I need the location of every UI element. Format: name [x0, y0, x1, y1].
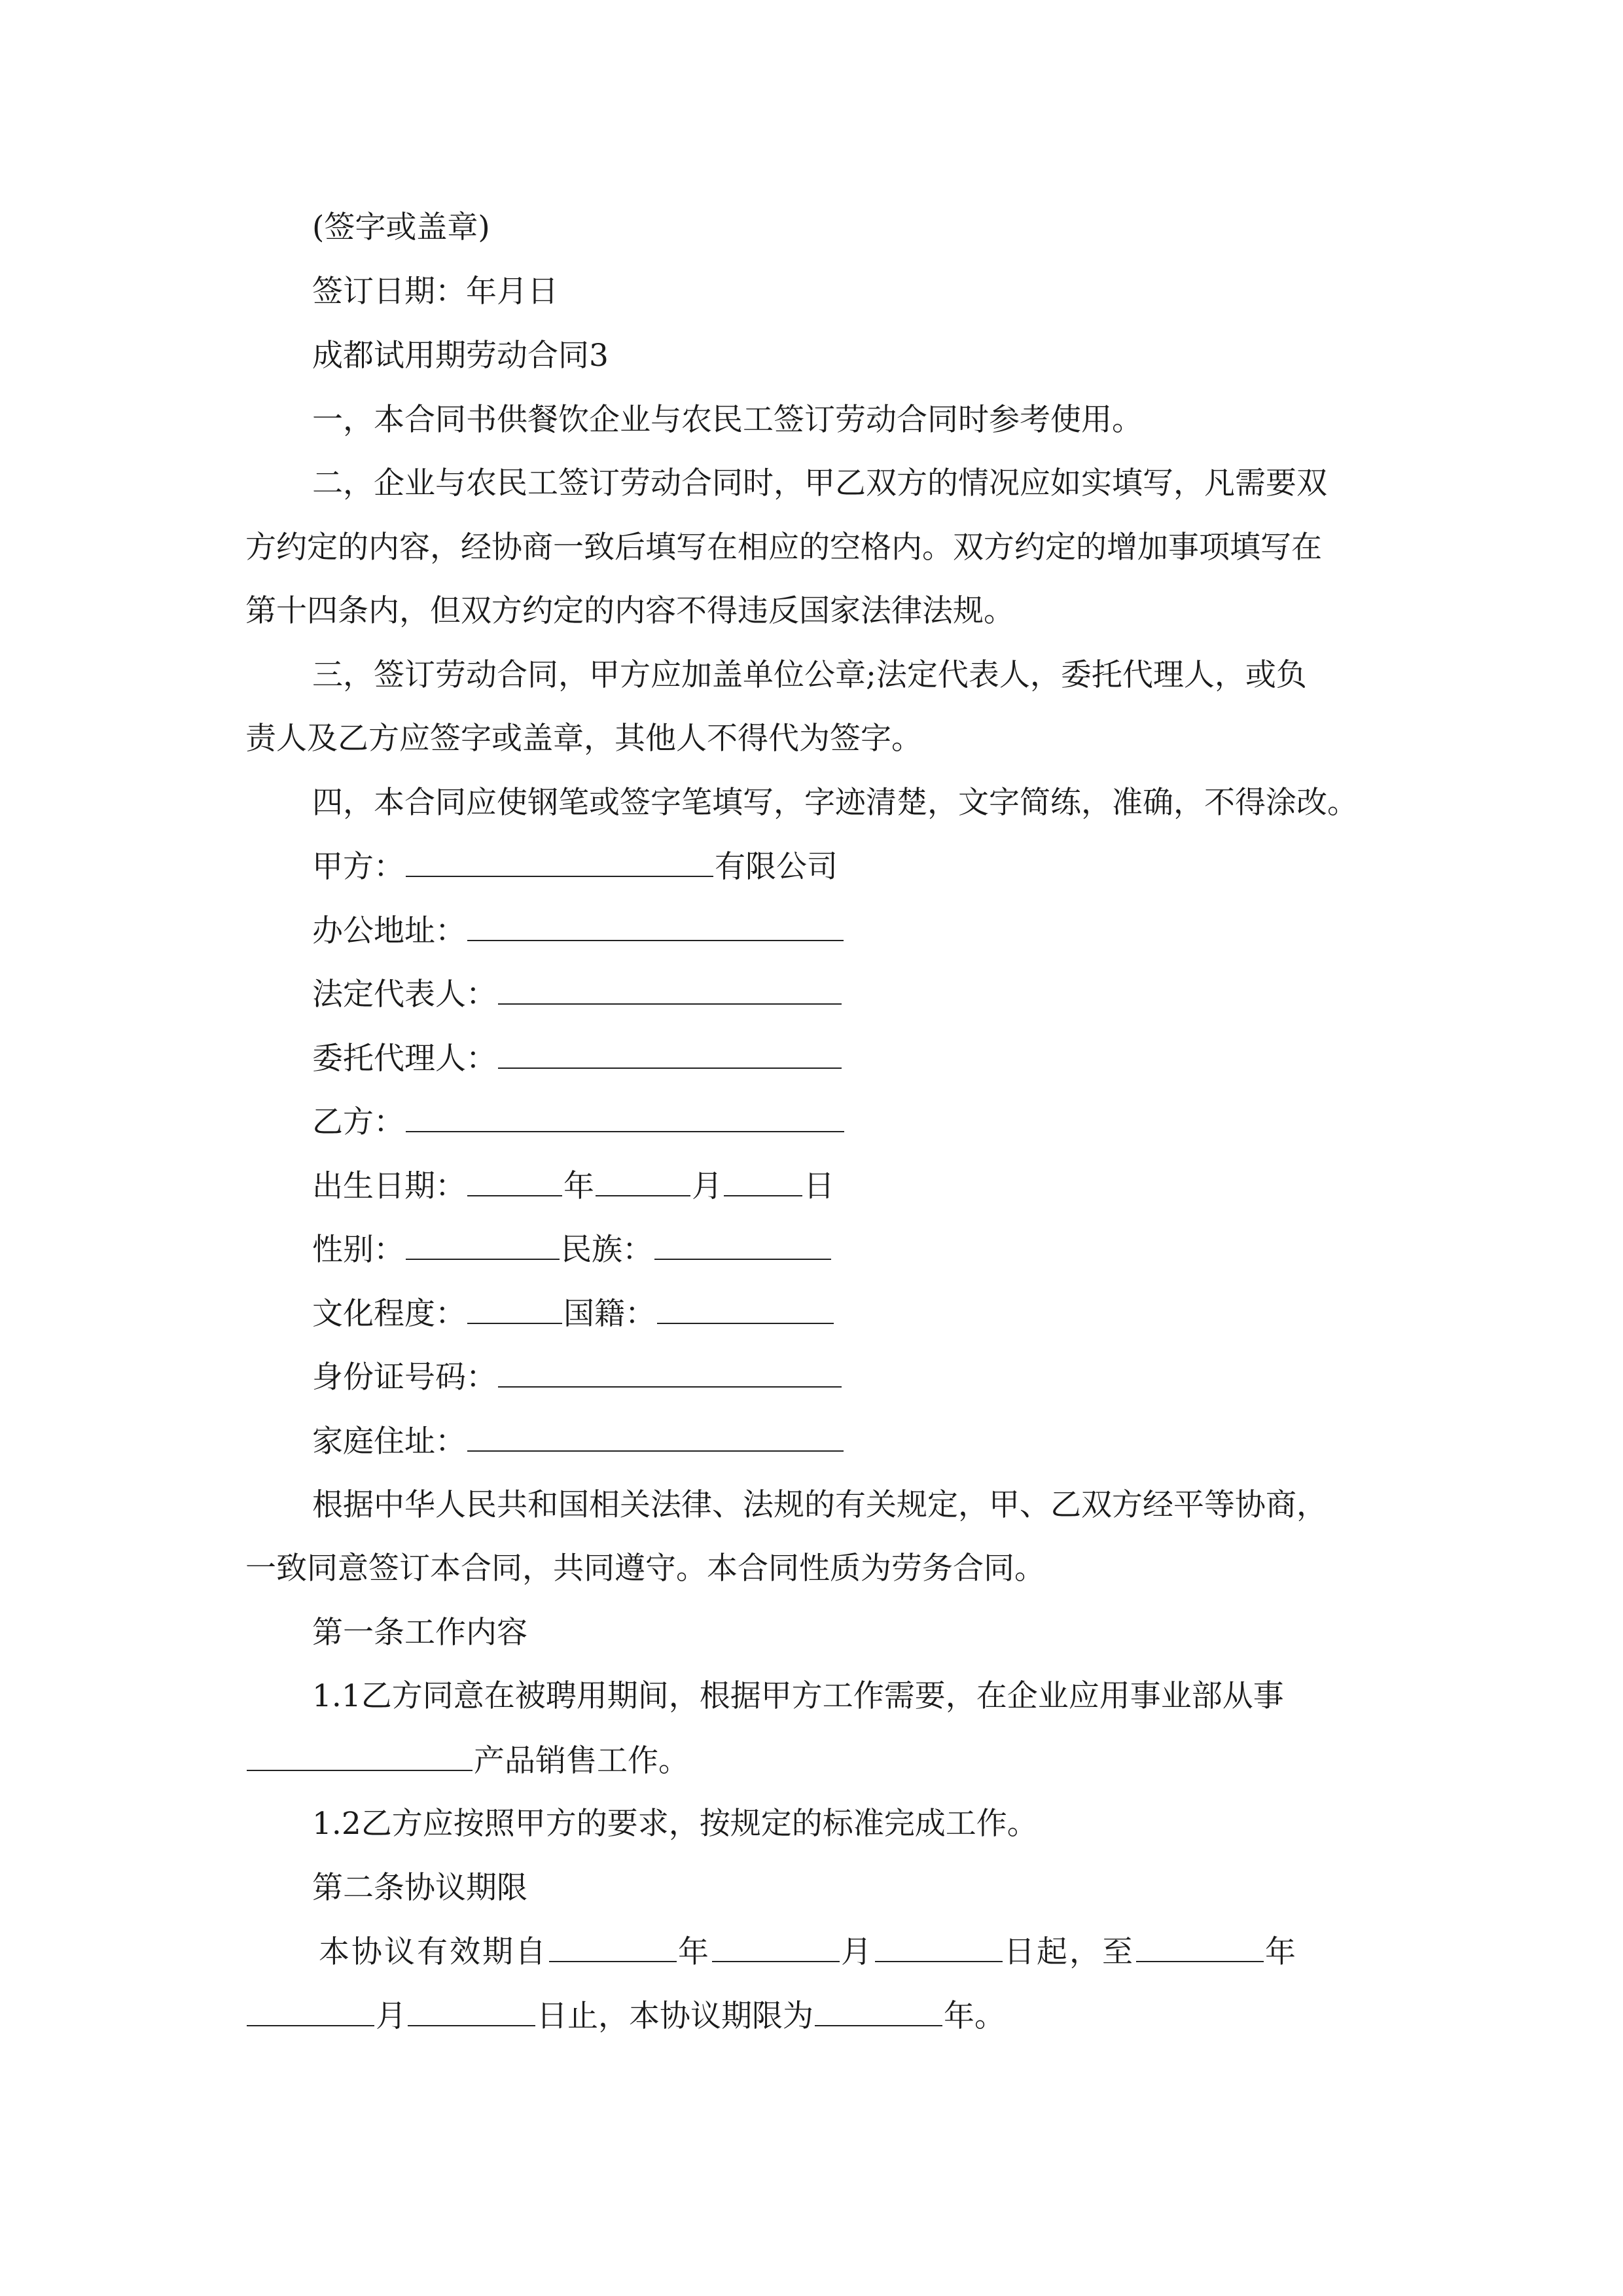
party-b-row	[0, 1102, 1623, 1141]
day-until-label: 日止，本协议期限为	[537, 1998, 813, 2034]
start-day-blank[interactable]	[875, 1932, 1003, 1962]
end-year-blank[interactable]	[1136, 1932, 1264, 1962]
party-a-blank[interactable]	[406, 847, 713, 877]
birth-month-blank[interactable]	[596, 1166, 690, 1196]
end-month-blank[interactable]	[247, 1996, 374, 2026]
party-a-suffix: 有限公司	[715, 849, 838, 885]
birth-day-blank[interactable]	[724, 1166, 802, 1196]
term-year-label: 年。	[944, 1998, 1005, 2034]
product-blank[interactable]	[247, 1741, 473, 1771]
note-3-line-2: 责人及乙方应签字或盖章，其他人不得代为签字。	[245, 721, 922, 757]
day-from-label: 日起，至	[1004, 1934, 1135, 1970]
education-row	[0, 1294, 1623, 1333]
id-number-label: 身份证号码：	[312, 1359, 497, 1395]
note-3-line-1: 三，签订劳动合同，甲方应加盖单位公章;法定代表人，委托代理人，或负	[312, 657, 1307, 693]
birth-date-label: 出生日期：	[312, 1168, 466, 1204]
start-month-blank[interactable]	[712, 1932, 840, 1962]
note-4: 四，本合同应使钢笔或签字笔填写，字迹清楚，文字简练，准确，不得涂改。	[312, 785, 1358, 821]
birth-year-label: 年	[563, 1168, 594, 1204]
birth-month-label: 月	[692, 1168, 722, 1204]
note-2-line-1: 二，企业与农民工签订劳动合同时，甲乙双方的情况应如实填写，凡需要双	[312, 465, 1327, 501]
home-address-label: 家庭住址：	[312, 1424, 466, 1460]
office-address-blank[interactable]	[467, 911, 844, 941]
education-blank[interactable]	[467, 1294, 562, 1324]
party-b-label: 乙方：	[312, 1104, 404, 1140]
sign-date: 签订日期：年月日	[312, 274, 558, 310]
preamble-line-2: 一致同意签订本合同，共同遵守。本合同性质为劳务合同。	[245, 1551, 1045, 1587]
article-1-heading: 第一条工作内容	[312, 1615, 527, 1651]
article-1-item-2: 1.2乙方应按照甲方的要求，按规定的标准完成工作。	[312, 1806, 1038, 1842]
id-number-blank[interactable]	[498, 1357, 842, 1388]
document-title: 成都试用期劳动合同3	[312, 338, 609, 374]
start-month-label: 月	[841, 1934, 874, 1970]
office-address-label: 办公地址：	[312, 913, 466, 949]
article-2-heading: 第二条协议期限	[312, 1870, 527, 1906]
home-address-blank[interactable]	[467, 1422, 844, 1452]
party-a-row	[0, 847, 1623, 886]
party-a-label: 甲方：	[312, 849, 404, 885]
birth-year-blank[interactable]	[467, 1166, 562, 1196]
term-years-blank[interactable]	[815, 1996, 942, 2026]
end-day-blank[interactable]	[408, 1996, 535, 2026]
note-1: 一，本合同书供餐饮企业与农民工签订劳动合同时参考使用。	[312, 402, 1143, 438]
agent-blank[interactable]	[498, 1039, 842, 1069]
office-address-row	[0, 911, 1623, 950]
legal-rep-row	[0, 975, 1623, 1014]
note-2-line-2: 方约定的内容，经协商一致后填写在相应的空格内。双方约定的增加事项填写在	[245, 529, 1322, 565]
article-1-item-1-line-1: 1.1乙方同意在被聘用期间，根据甲方工作需要，在企业应用事业部从事	[312, 1678, 1284, 1714]
gender-blank[interactable]	[406, 1230, 560, 1260]
legal-rep-label: 法定代表人：	[312, 977, 497, 1013]
end-month-label: 月	[376, 1998, 406, 2034]
article-1-item-1-line-2	[0, 1741, 1623, 1780]
start-year-blank[interactable]	[549, 1932, 677, 1962]
sign-note: (签字或盖章)	[312, 209, 490, 245]
gender-label: 性别：	[312, 1232, 404, 1268]
party-b-blank[interactable]	[406, 1102, 844, 1132]
period-start-label: 本协议有效期自	[319, 1934, 548, 1970]
article-2-period-line-1	[0, 1932, 1623, 1971]
ethnicity-blank[interactable]	[654, 1230, 831, 1260]
note-2-line-3: 第十四条内，但双方约定的内容不得违反国家法律法规。	[245, 593, 1014, 629]
end-year-label: 年	[1265, 1934, 1298, 1970]
agent-row	[0, 1039, 1623, 1078]
agent-label: 委托代理人：	[312, 1041, 497, 1077]
start-year-label: 年	[678, 1934, 711, 1970]
id-number-row	[0, 1357, 1623, 1397]
ethnicity-label: 民族：	[561, 1232, 653, 1268]
preamble-line-1: 根据中华人民共和国相关法律、法规的有关规定，甲、乙双方经平等协商，	[312, 1487, 1327, 1523]
legal-rep-blank[interactable]	[498, 975, 842, 1005]
birth-day-label: 日	[804, 1168, 834, 1204]
gender-row	[0, 1230, 1623, 1269]
article-2-period-line-2	[0, 1996, 1623, 2036]
nationality-blank[interactable]	[657, 1294, 834, 1324]
home-address-row	[0, 1422, 1623, 1461]
nationality-label: 国籍：	[563, 1296, 656, 1332]
article-1-item-1-suffix: 产品销售工作。	[474, 1743, 689, 1779]
education-label: 文化程度：	[312, 1296, 466, 1332]
birth-date-row	[0, 1166, 1623, 1206]
